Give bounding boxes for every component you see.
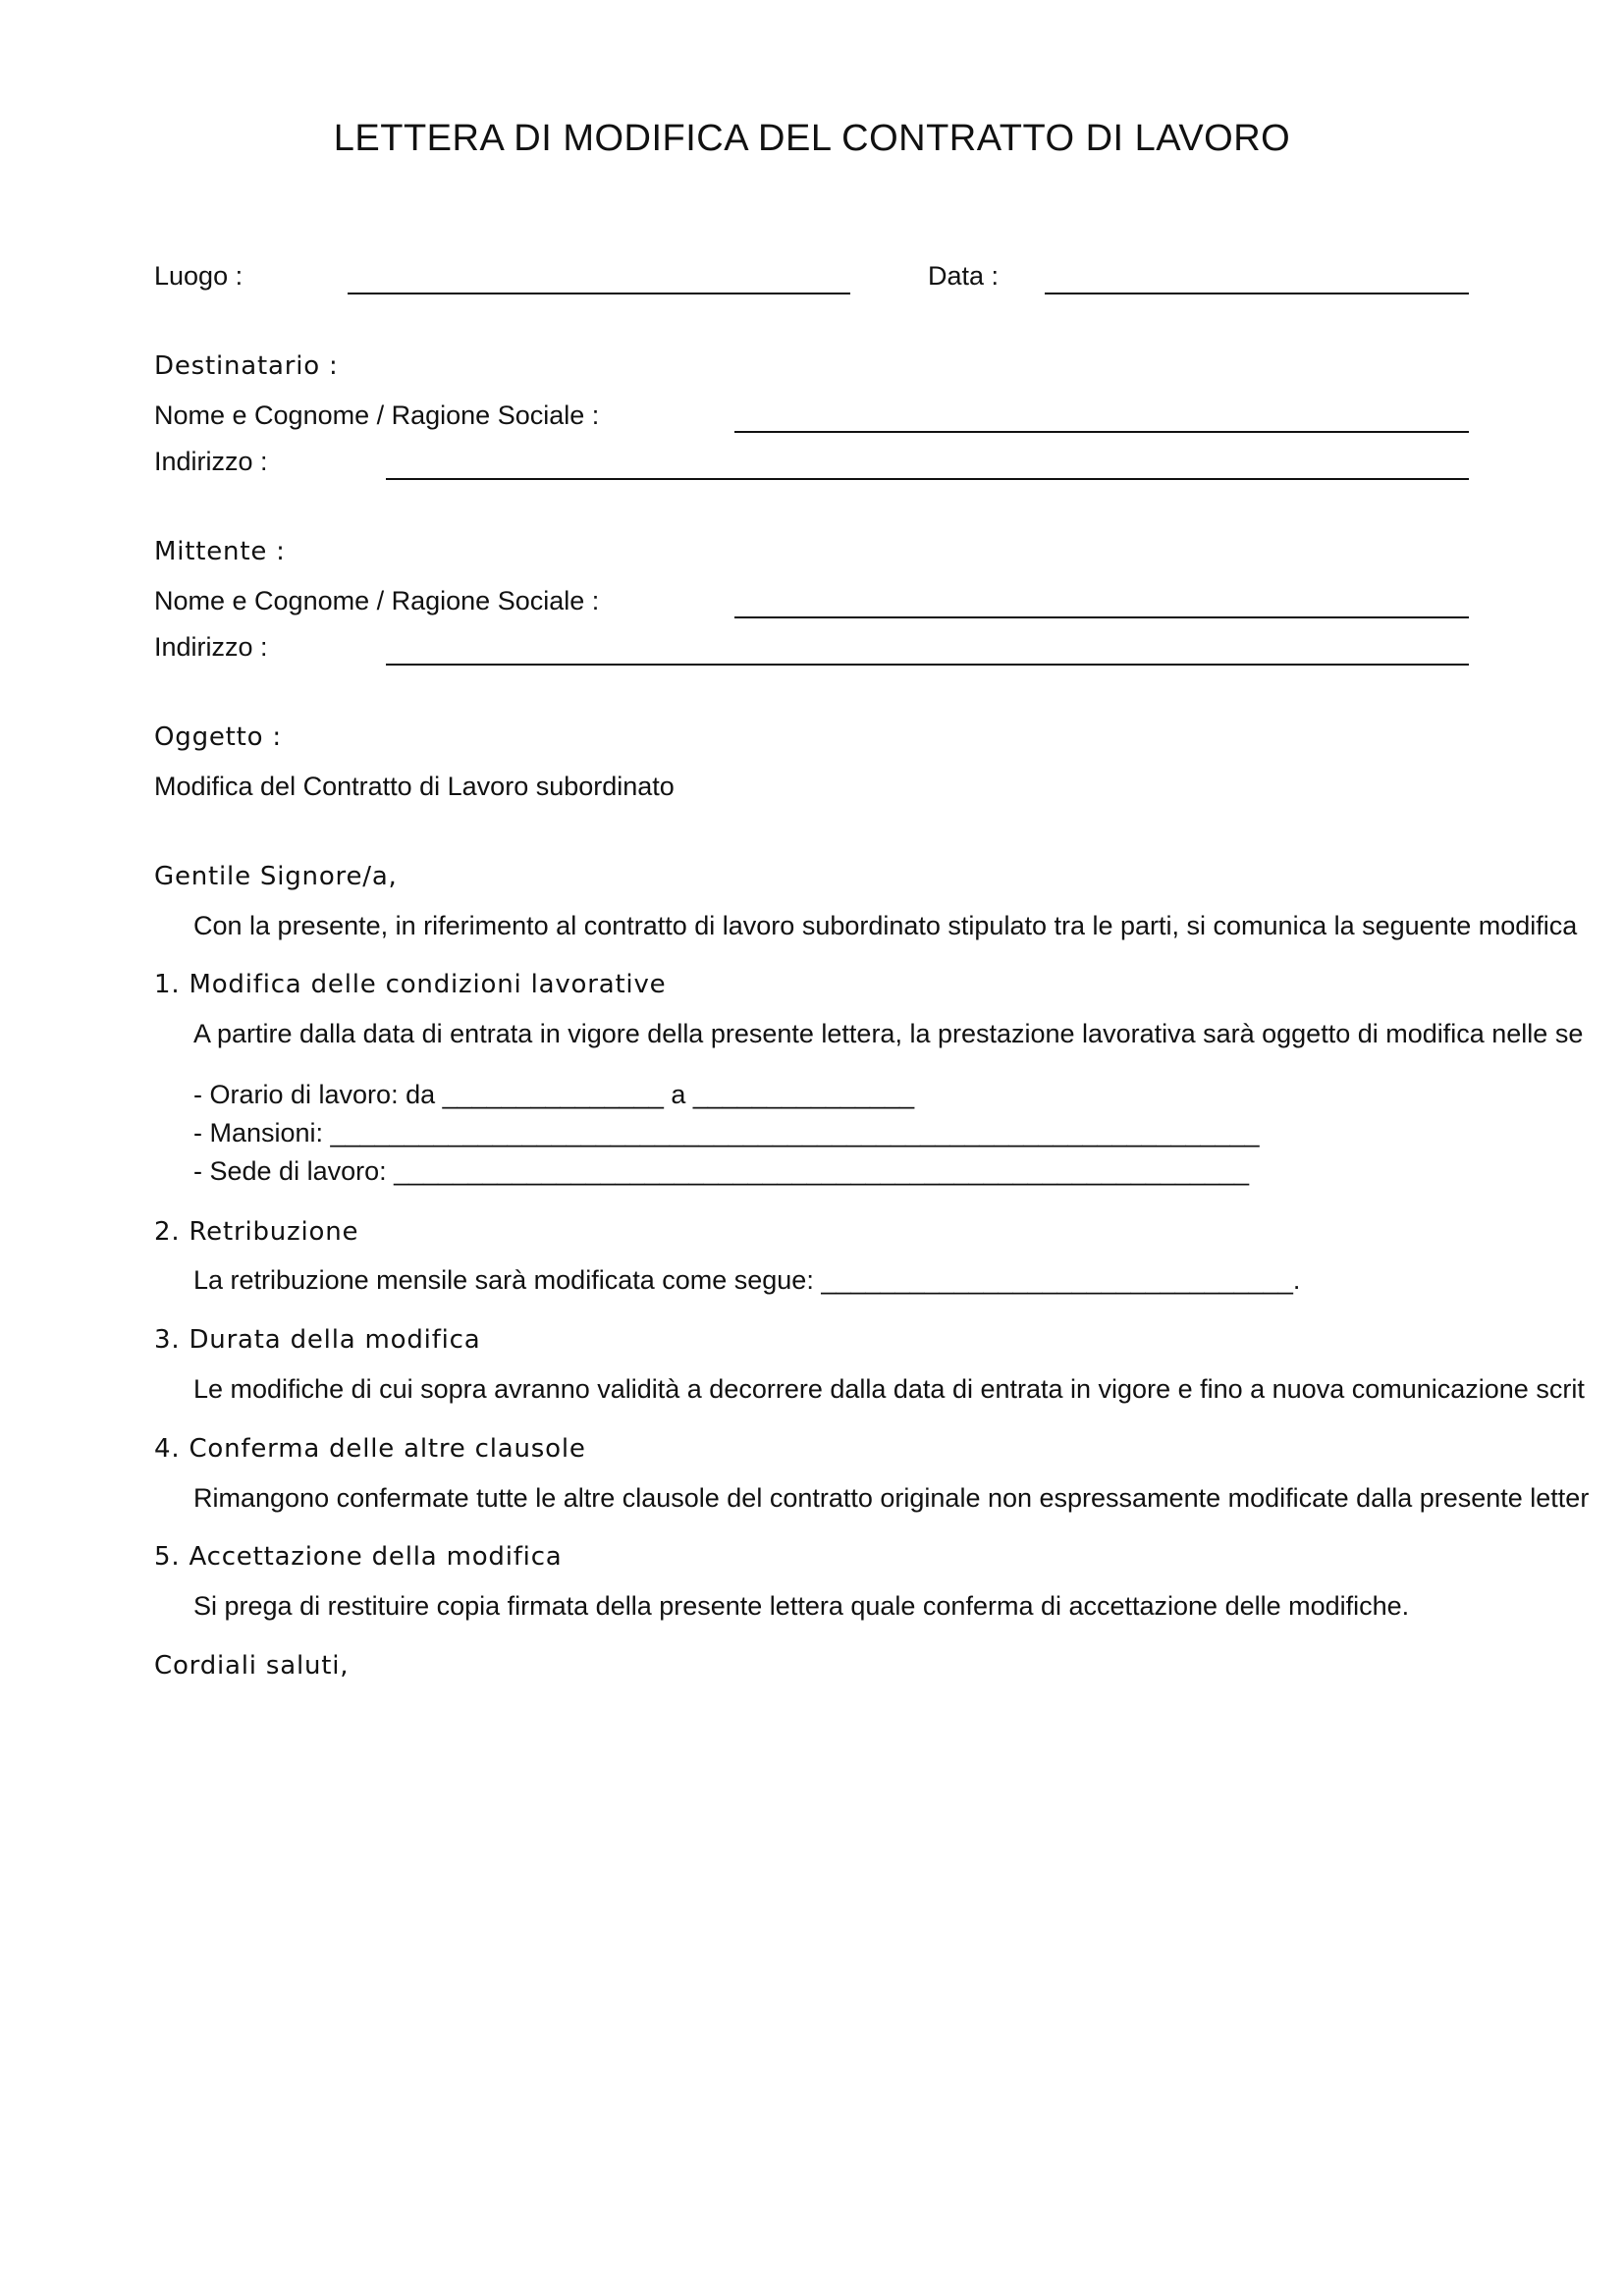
section-5-text: Si prega di restituire copia firmata della presente lettera quale conferma di accettazione delle modifiche. [193,1591,1410,1621]
section-1-text: A partire dalla data di entrata in vigore della presente lettera, la prestazione lavorativa sarà oggetto di modifica nelle se [193,1019,1584,1048]
destinatario-nome-label: Nome e Cognome / Ragione Sociale : [154,400,600,430]
data-label: Data : [928,261,1000,291]
intro-paragraph: Con la presente, in riferimento al contratto di lavoro subordinato stipulato tra le parti, si comunica la seguente modifica [193,911,1578,940]
section-3-text: Le modifiche di cui sopra avranno validità a decorrere dalla data di entrata in vigore e fino a nuova comunicazione scrit [193,1374,1585,1404]
section-4-text: Rimangono confermate tutte le altre clausole del contratto originale non espressamente modificate dalla presente letter [193,1483,1590,1513]
luogo-field-line[interactable] [348,293,850,294]
oggetto-text: Modifica del Contratto di Lavoro subordinato [154,772,675,801]
data-field-line[interactable] [1045,293,1469,294]
destinatario-heading: Destinatario : [154,351,339,381]
mittente-indirizzo-field-line[interactable] [386,664,1469,666]
section-1-item-mansioni: - Mansioni: _______________________________________________________________ [193,1118,1260,1148]
section-3-heading: 3. Durata della modifica [154,1325,481,1355]
section-1-item-sede: - Sede di lavoro: __________________________________________________________ [193,1156,1250,1186]
section-1-item-orario: - Orario di lavoro: da _______________ a _______________ [193,1080,915,1109]
section-2-heading: 2. Retribuzione [154,1217,359,1247]
section-4-heading: 4. Conferma delle altre clausole [154,1434,586,1464]
section-2-text: La retribuzione mensile sarà modificata come segue: ________________________________. [193,1265,1301,1295]
mittente-heading: Mittente : [154,537,286,566]
oggetto-heading: Oggetto : [154,722,282,752]
section-1-heading: 1. Modifica delle condizioni lavorative [154,970,667,999]
closing: Cordiali saluti, [154,1651,350,1681]
document-title: LETTERA DI MODIFICA DEL CONTRATTO DI LAVORO [333,118,1291,159]
luogo-label: Luogo : [154,261,244,291]
section-5-heading: 5. Accettazione della modifica [154,1542,563,1572]
mittente-nome-field-line[interactable] [734,616,1469,618]
destinatario-indirizzo-label: Indirizzo : [154,447,268,476]
mittente-indirizzo-label: Indirizzo : [154,632,268,662]
mittente-nome-label: Nome e Cognome / Ragione Sociale : [154,586,600,615]
destinatario-nome-field-line[interactable] [734,431,1469,433]
destinatario-indirizzo-field-line[interactable] [386,478,1469,480]
greeting: Gentile Signore/a, [154,862,398,891]
